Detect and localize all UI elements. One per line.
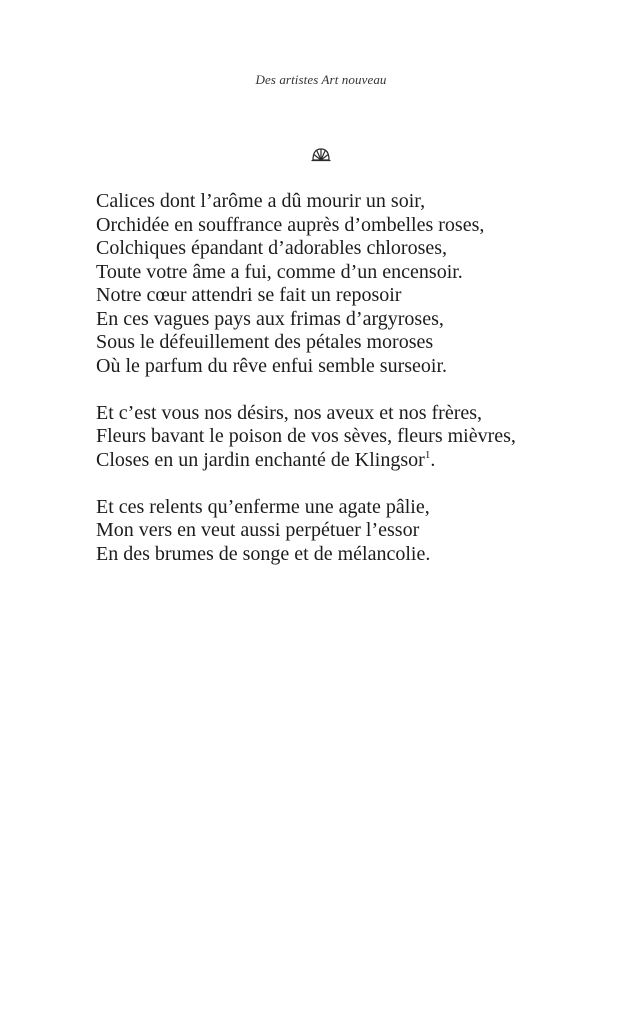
footnote-marker[interactable]: 1: [424, 448, 431, 461]
verse-line: En ces vagues pays aux frimas d’argyroses,: [96, 307, 444, 330]
running-head: Des artistes Art nouveau: [255, 72, 387, 87]
verse-line: Où le parfum du rêve enfui semble surseoir.: [96, 354, 448, 377]
verse-line: Et ces relents qu’enferme une agate pâlie,: [96, 495, 430, 518]
verse-line: Et c’est vous nos désirs, nos aveux et nos frères,: [96, 401, 483, 424]
verse-line: Sous le défeuillement des pétales moroses: [96, 331, 434, 353]
verse-line: Orchidée en souffrance auprès d’ombelles roses,: [96, 213, 485, 236]
verse-line-with-footnote: [96, 449, 616, 473]
verse-text: Closes en un jardin enchanté de Klingsor: [96, 448, 425, 471]
verse-end-punctuation: .: [430, 448, 436, 471]
verse-line: En des brumes de songe et de mélancolie.: [96, 542, 431, 565]
verse-line: Colchiques épandant d’adorables chloroses,: [96, 237, 448, 259]
verse-line: Notre cœur attendri se fait un reposoir: [96, 284, 402, 306]
verse-line: Toute votre âme a fui, comme d’un encensoir.: [96, 260, 463, 283]
stanza-3: [96, 496, 616, 567]
verse-line: Calices dont l’arôme a dû mourir un soir,: [96, 190, 426, 212]
verse-line: Fleurs bavant le poison de vos sèves, fleurs mièvres,: [96, 425, 516, 447]
stanza-2: [96, 402, 616, 473]
poem: [96, 190, 616, 590]
fleuron-shell-icon: [311, 146, 331, 162]
verse-line: Mon vers en veut aussi perpétuer l’essor: [96, 519, 420, 541]
stanza-1: [96, 190, 616, 378]
